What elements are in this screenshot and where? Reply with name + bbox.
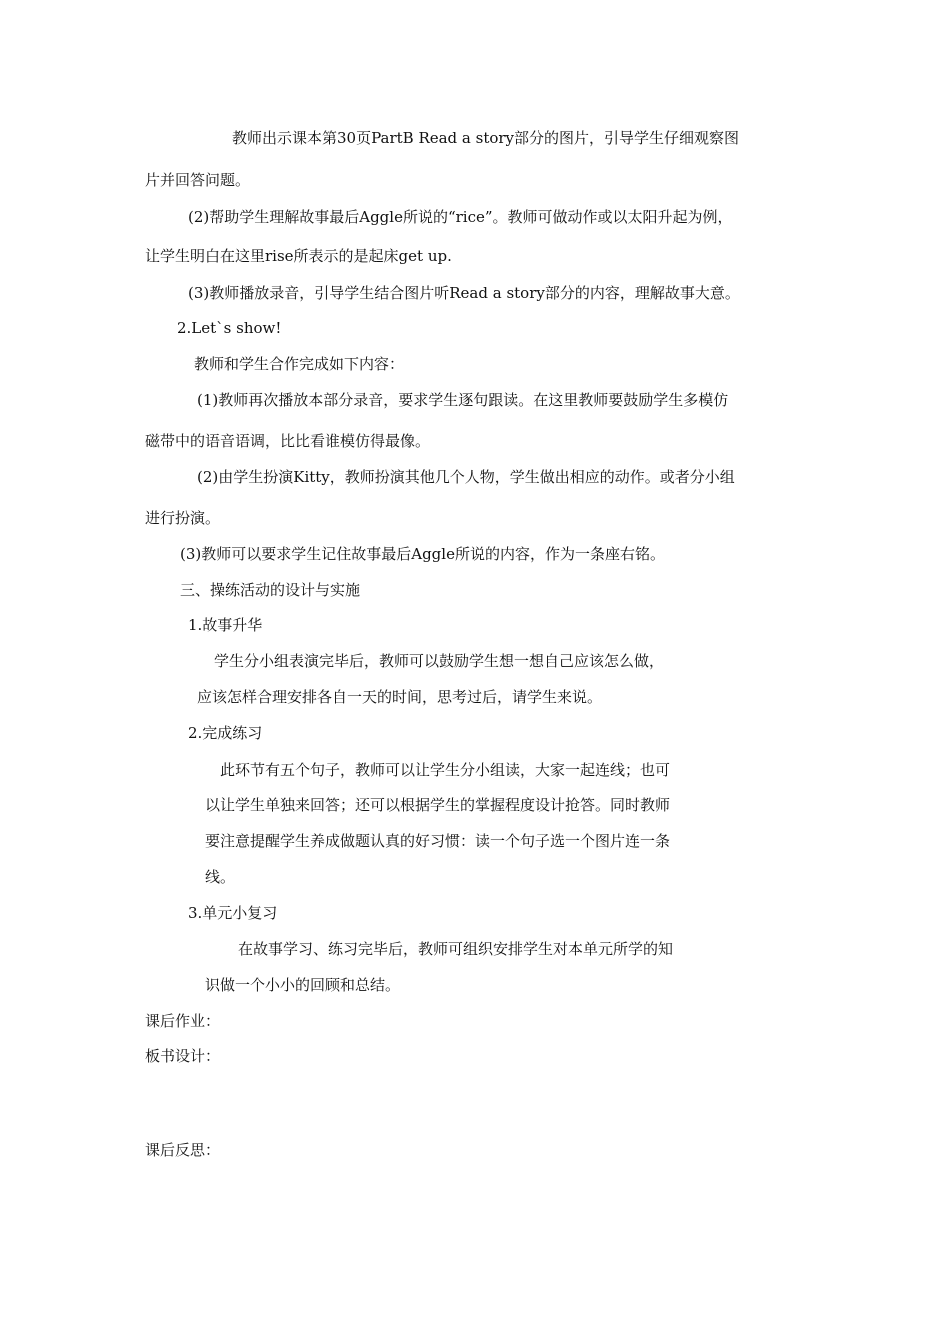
- paragraph-line: 在故事学习、练习完毕后，教师可组织安排学生对本单元所学的知: [238, 940, 674, 958]
- paragraph-line: 进行扮演。: [145, 509, 221, 527]
- paragraph-line: (3)教师播放录音，引导学生结合图片听Read a story部分的内容，理解故事大意。: [188, 284, 740, 302]
- paragraph-line: (2)帮助学生理解故事最后Aggle所说的“rice”。教师可做动作或以太阳升起为例，: [188, 208, 733, 226]
- paragraph-line: 磁带中的语音语调，比比看谁模仿得最像。: [145, 432, 431, 450]
- homework-label: 课后作业：: [145, 1012, 221, 1030]
- section-heading: 三、操练活动的设计与实施: [180, 581, 361, 599]
- paragraph-line: 线。: [205, 868, 236, 886]
- paragraph-line: 教师出示课本第30页PartB Read a story部分的图片，引导学生仔细观察图: [232, 129, 740, 147]
- paragraph-line: 片并回答问题。: [145, 171, 251, 189]
- subsection-heading: 1.故事升华: [188, 616, 263, 634]
- paragraph-line: 要注意提醒学生养成做题认真的好习惯：读一个句子选一个图片连一条: [205, 832, 671, 850]
- paragraph-line: (2)由学生扮演Kitty，教师扮演其他几个人物，学生做出相应的动作。或者分小组: [197, 468, 735, 486]
- board-design-label: 板书设计：: [145, 1047, 221, 1065]
- reflection-label: 课后反思：: [145, 1141, 221, 1159]
- paragraph-line: (3)教师可以要求学生记住故事最后Aggle所说的内容，作为一条座右铭。: [180, 545, 665, 563]
- section-heading: 2.Let`s show!: [177, 319, 282, 337]
- paragraph-line: 此环节有五个句子，教师可以让学生分小组读，大家一起连线；也可: [220, 761, 671, 779]
- paragraph-line: 识做一个小小的回顾和总结。: [205, 976, 401, 994]
- subsection-heading: 3.单元小复习: [188, 904, 278, 922]
- paragraph-line: 以让学生单独来回答；还可以根据学生的掌握程度设计抢答。同时教师: [205, 796, 671, 814]
- subsection-heading: 2.完成练习: [188, 724, 263, 742]
- paragraph-line: 学生分小组表演完毕后，教师可以鼓励学生想一想自己应该怎么做，: [214, 652, 665, 670]
- paragraph-line: (1)教师再次播放本部分录音，要求学生逐句跟读。在这里教师要鼓励学生多模仿: [197, 391, 729, 409]
- paragraph-line: 应该怎样合理安排各自一天的时间，思考过后，请学生来说。: [197, 688, 603, 706]
- paragraph-line: 教师和学生合作完成如下内容：: [194, 355, 405, 373]
- paragraph-line: 让学生明白在这里rise所表示的是起床get up.: [145, 247, 452, 265]
